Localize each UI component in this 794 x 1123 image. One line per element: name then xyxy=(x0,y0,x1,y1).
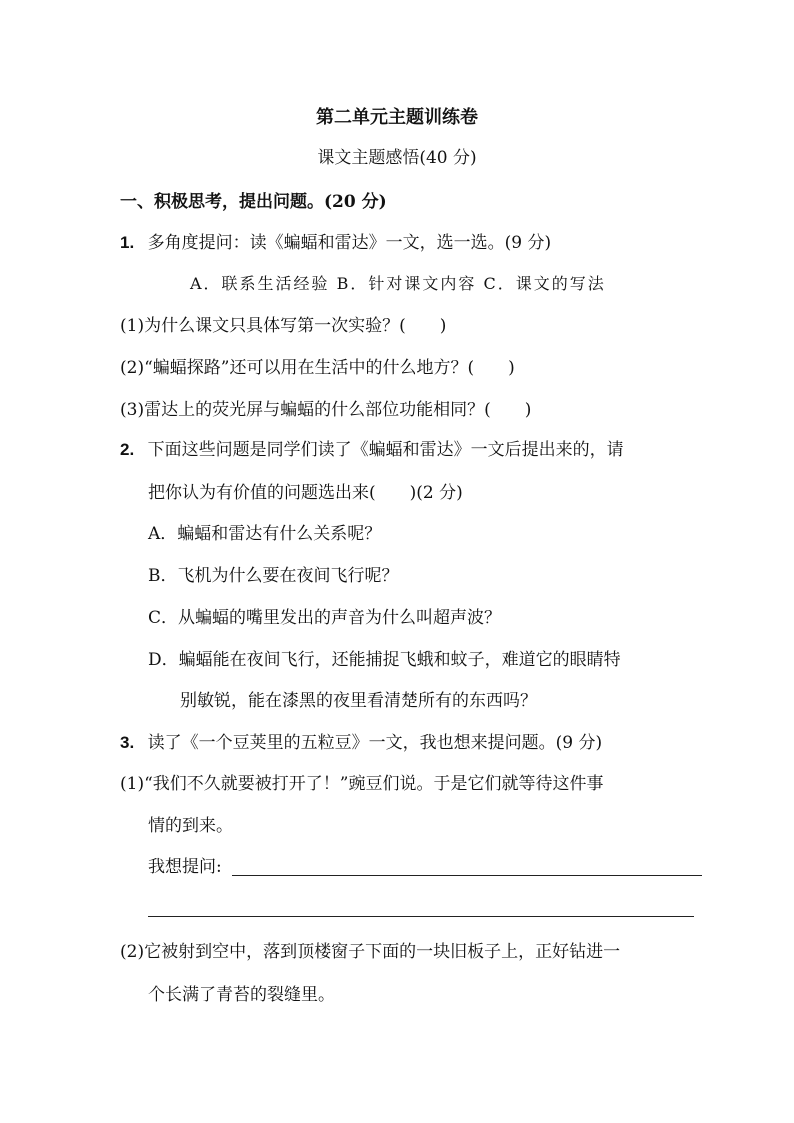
question-number: 3. xyxy=(120,733,135,752)
page-subtitle: 课文主题感悟(40 分) xyxy=(317,148,477,168)
choice-b: B．飞机为什么要在夜间飞行呢？ xyxy=(148,566,399,586)
sub-question: (1)“我们不久就要被打开了！”豌豆们说。于是它们就等待这件事 xyxy=(120,774,604,794)
choice-d: D．蝙蝠能在夜间飞行，还能捕捉飞蛾和蚊子，难道它的眼睛特 xyxy=(148,650,621,670)
answer-blank-line[interactable] xyxy=(232,875,702,876)
section-heading: 一、积极思考，提出问题。(20 分) xyxy=(120,192,387,212)
question-1 xyxy=(120,231,551,255)
ask-label: 我想提问: xyxy=(148,857,222,877)
question-number: 2. xyxy=(120,440,135,459)
sub-question: (1)为什么课文只具体写第一次实验？( ) xyxy=(120,316,447,336)
choice-d-continued: 别敏锐，能在漆黑的夜里看清楚所有的东西吗？ xyxy=(180,691,537,711)
question-number: 1. xyxy=(120,233,135,252)
question-prompt: 读了《一个豆荚里的五粒豆》一文，我也想来提问题。(9 分) xyxy=(147,733,603,753)
page-title: 第二单元主题训练卷 xyxy=(316,107,478,128)
question-prompt: 多角度提问：读《蝙蝠和雷达》一文，选一选。(9 分) xyxy=(147,233,552,253)
question-2 xyxy=(120,438,624,462)
sub-question-continued: 情的到来。 xyxy=(148,816,233,836)
sub-question-continued: 个长满了青苔的裂缝里。 xyxy=(148,985,335,1005)
question-prompt-continued: 把你认为有价值的问题选出来( )(2 分) xyxy=(148,483,463,503)
choice-c: C．从蝙蝠的嘴里发出的声音为什么叫超声波？ xyxy=(148,608,502,628)
question-prompt: 下面这些问题是同学们读了《蝙蝠和雷达》一文后提出来的，请 xyxy=(147,440,624,460)
answer-options: A．联系生活经验 B．针对课文内容 C．课文的写法 xyxy=(190,274,606,293)
sub-question: (2)它被射到空中，落到顶楼窗子下面的一块旧板子上，正好钻进一 xyxy=(120,942,621,962)
question-3 xyxy=(120,731,602,755)
answer-blank-line[interactable] xyxy=(148,916,694,917)
sub-question: (3)雷达上的荧光屏与蝙蝠的什么部位功能相同？( ) xyxy=(120,400,532,420)
choice-a: A．蝙蝠和雷达有什么关系呢？ xyxy=(148,524,382,544)
sub-question: (2)“蝙蝠探路”还可以用在生活中的什么地方？( ) xyxy=(120,358,515,378)
